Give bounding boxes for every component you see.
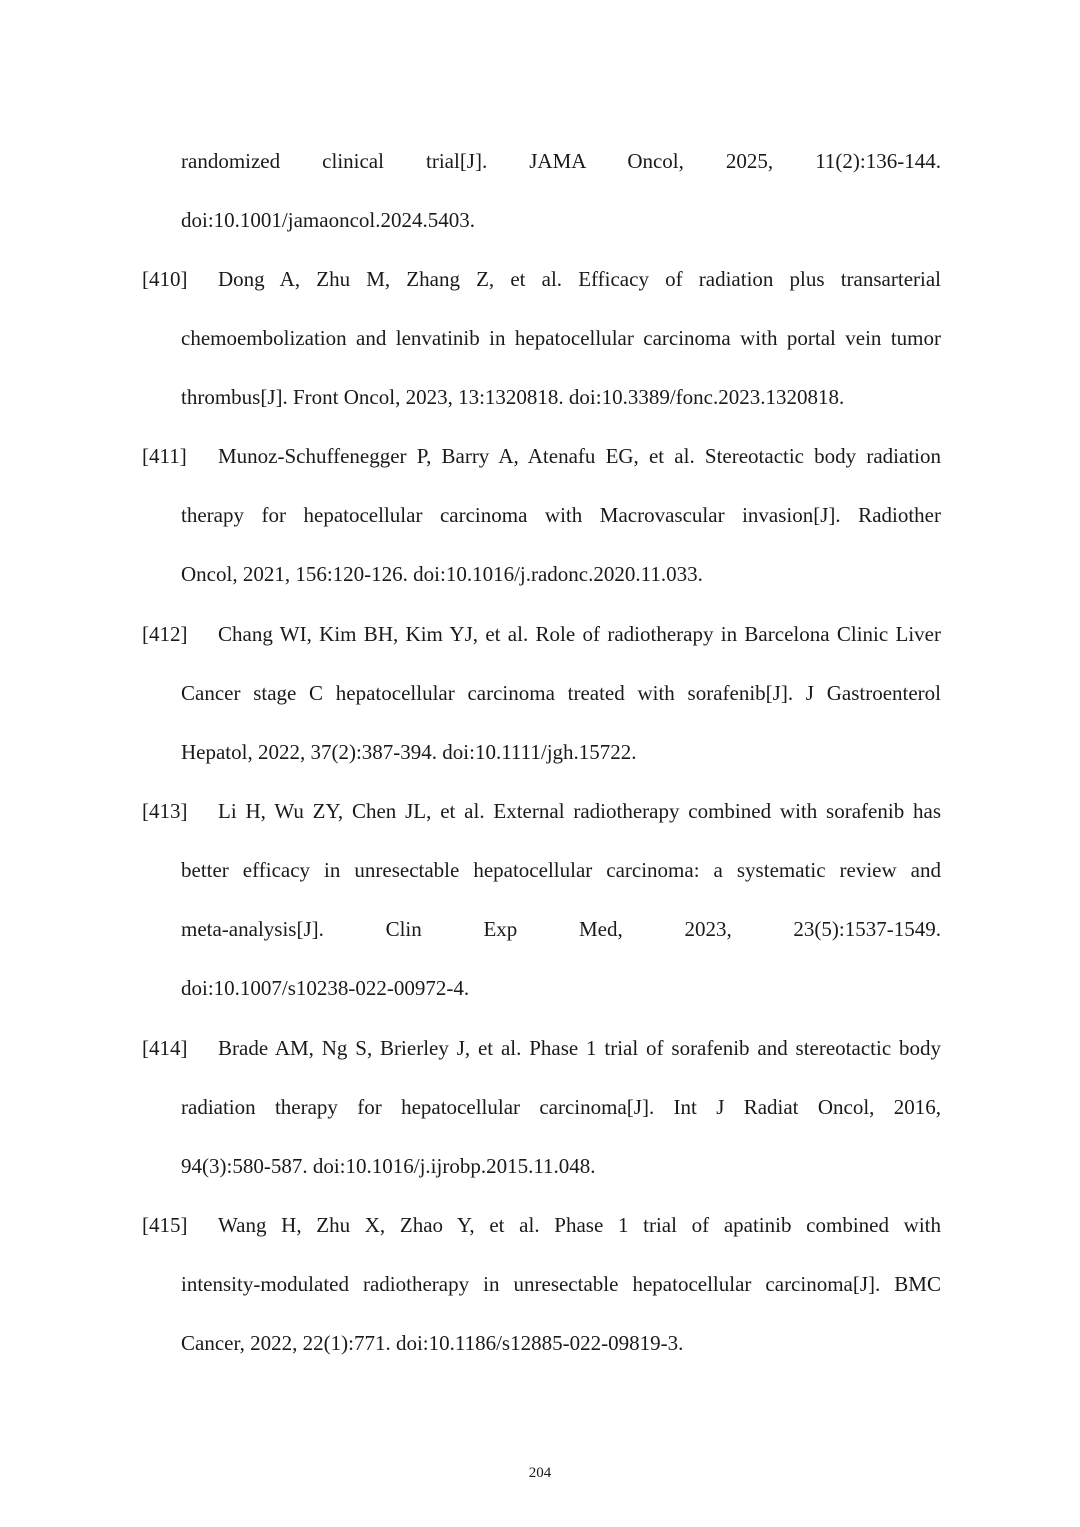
reference-line: thrombus[J]. Front Oncol, 2023, 13:1320818. doi:10.3389/fonc.2023.1320818.: [181, 385, 845, 409]
page-number: 204: [528, 1465, 552, 1481]
reference-line: chemoembolization and lenvatinib in hepatocellular carcinoma with portal vein tumor: [181, 326, 941, 350]
reference-line: doi:10.1007/s10238-022-00972-4.: [181, 976, 470, 1000]
reference-line: better efficacy in unresectable hepatocellular carcinoma: a systematic review and: [181, 858, 941, 882]
reference-line: meta-analysis[J]. Clin Exp Med, 2023, 23(5):1537-1549.: [181, 917, 941, 941]
reference-line: therapy for hepatocellular carcinoma with Macrovascular invasion[J]. Radiother: [181, 503, 941, 527]
reference-number: [410]: [142, 267, 188, 291]
reference-number: [413]: [142, 799, 188, 823]
reference-line: Dong A, Zhu M, Zhang Z, et al. Efficacy of radiation plus transarterial: [218, 267, 941, 291]
reference-line: Hepatol, 2022, 37(2):387-394. doi:10.1111/jgh.15722.: [181, 740, 637, 764]
reference-continuation-line: doi:10.1001/jamaoncol.2024.5403.: [181, 208, 475, 232]
reference-number: [411]: [142, 444, 187, 468]
reference-line: Wang H, Zhu X, Zhao Y, et al. Phase 1 trial of apatinib combined with: [218, 1213, 941, 1237]
reference-line: Cancer stage C hepatocellular carcinoma treated with sorafenib[J]. J Gastroenterol: [181, 681, 941, 705]
reference-number: [412]: [142, 622, 188, 646]
reference-line: Brade AM, Ng S, Brierley J, et al. Phase 1 trial of sorafenib and stereotactic body: [218, 1036, 941, 1060]
reference-number: [414]: [142, 1036, 188, 1060]
reference-line: intensity-modulated radiotherapy in unresectable hepatocellular carcinoma[J]. BMC: [181, 1272, 941, 1296]
reference-line: Cancer, 2022, 22(1):771. doi:10.1186/s12885-022-09819-3.: [181, 1331, 684, 1355]
reference-line: radiation therapy for hepatocellular carcinoma[J]. Int J Radiat Oncol, 2016,: [181, 1095, 941, 1119]
reference-line: Li H, Wu ZY, Chen JL, et al. External radiotherapy combined with sorafenib has: [218, 799, 941, 823]
reference-line: Oncol, 2021, 156:120-126. doi:10.1016/j.radonc.2020.11.033.: [181, 562, 703, 586]
reference-line: Chang WI, Kim BH, Kim YJ, et al. Role of radiotherapy in Barcelona Clinic Liver: [218, 622, 941, 646]
reference-number: [415]: [142, 1213, 188, 1237]
reference-continuation-line: randomized clinical trial[J]. JAMA Oncol, 2025, 11(2):136-144.: [181, 149, 941, 173]
reference-line: Munoz-Schuffenegger P, Barry A, Atenafu EG, et al. Stereotactic body radiation: [218, 444, 941, 468]
reference-line: 94(3):580-587. doi:10.1016/j.ijrobp.2015.11.048.: [181, 1154, 596, 1178]
